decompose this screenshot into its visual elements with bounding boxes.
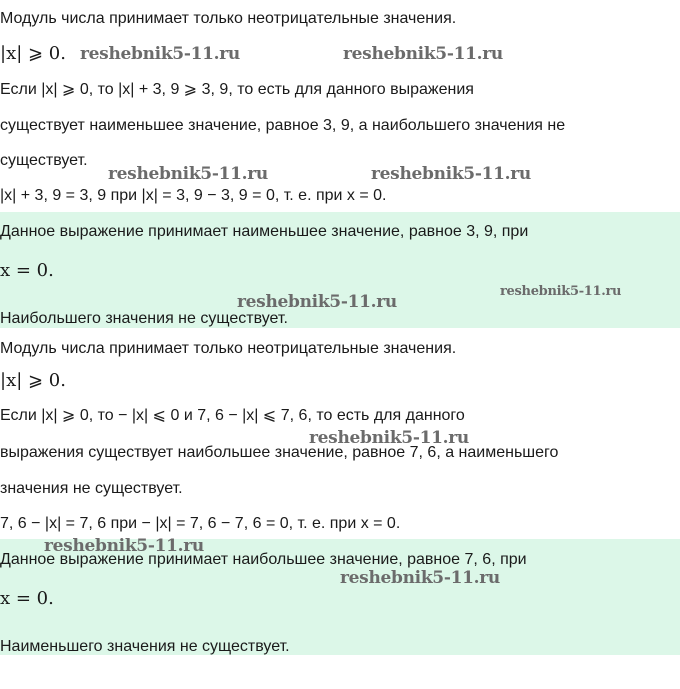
watermark-text: reshebnik5-11.ru [500, 284, 622, 299]
answer-line-2: x = 0. [0, 588, 54, 609]
paragraph-reasoning-cont: существует наименьшее значение, равное 3, 9, а наибольшего значения не [0, 117, 566, 134]
watermark-text: reshebnik5-11.ru [340, 568, 500, 588]
answer-line-1: Данное выражение принимает наибольшее значение, равное 7, 6, при [0, 551, 527, 568]
answer-line-3: Наибольшего значения не существует. [0, 310, 288, 327]
math-inequality: |x| ⩾ 0. [0, 370, 66, 391]
math-equation: |x| + 3, 9 = 3, 9 при |x| = 3, 9 − 3, 9 = 0, т. е. при x = 0. [0, 187, 387, 204]
paragraph-intro: Модуль числа принимает только неотрицательные значения. [0, 10, 457, 27]
answer-box [0, 539, 680, 655]
answer-line-2: x = 0. [0, 260, 54, 281]
paragraph-intro: Модуль числа принимает только неотрицательные значения. [0, 340, 457, 357]
math-equation: 7, 6 − |x| = 7, 6 при − |x| = 7, 6 − 7, 6 = 0, т. е. при x = 0. [0, 515, 401, 532]
paragraph-reasoning-end: существует. [0, 152, 88, 169]
paragraph-reasoning-cont: выражения существует наибольшее значение, равное 7, 6, а наименьшего [0, 444, 559, 461]
math-inequality: |x| ⩾ 0. [0, 43, 66, 64]
watermark-text: reshebnik5-11.ru [44, 536, 204, 556]
answer-line-3: Наименьшего значения не существует. [0, 638, 290, 655]
watermark-text: reshebnik5-11.ru [237, 292, 397, 312]
paragraph-reasoning-end: значения не существует. [0, 480, 183, 497]
paragraph-reasoning: Если |x| ⩾ 0, то − |x| ⩽ 0 и 7, 6 − |x| ⩽ 7, 6, то есть для данного [0, 407, 465, 424]
watermark-text: reshebnik5-11.ru [371, 164, 531, 184]
watermark-text: reshebnik5-11.ru [108, 164, 268, 184]
watermark-text: reshebnik5-11.ru [80, 44, 240, 64]
answer-line-1: Данное выражение принимает наименьшее значение, равное 3, 9, при [0, 223, 529, 240]
watermark-text: reshebnik5-11.ru [343, 44, 503, 64]
paragraph-reasoning: Если |x| ⩾ 0, то |x| + 3, 9 ⩾ 3, 9, то есть для данного выражения [0, 81, 474, 98]
watermark-text: reshebnik5-11.ru [309, 428, 469, 448]
